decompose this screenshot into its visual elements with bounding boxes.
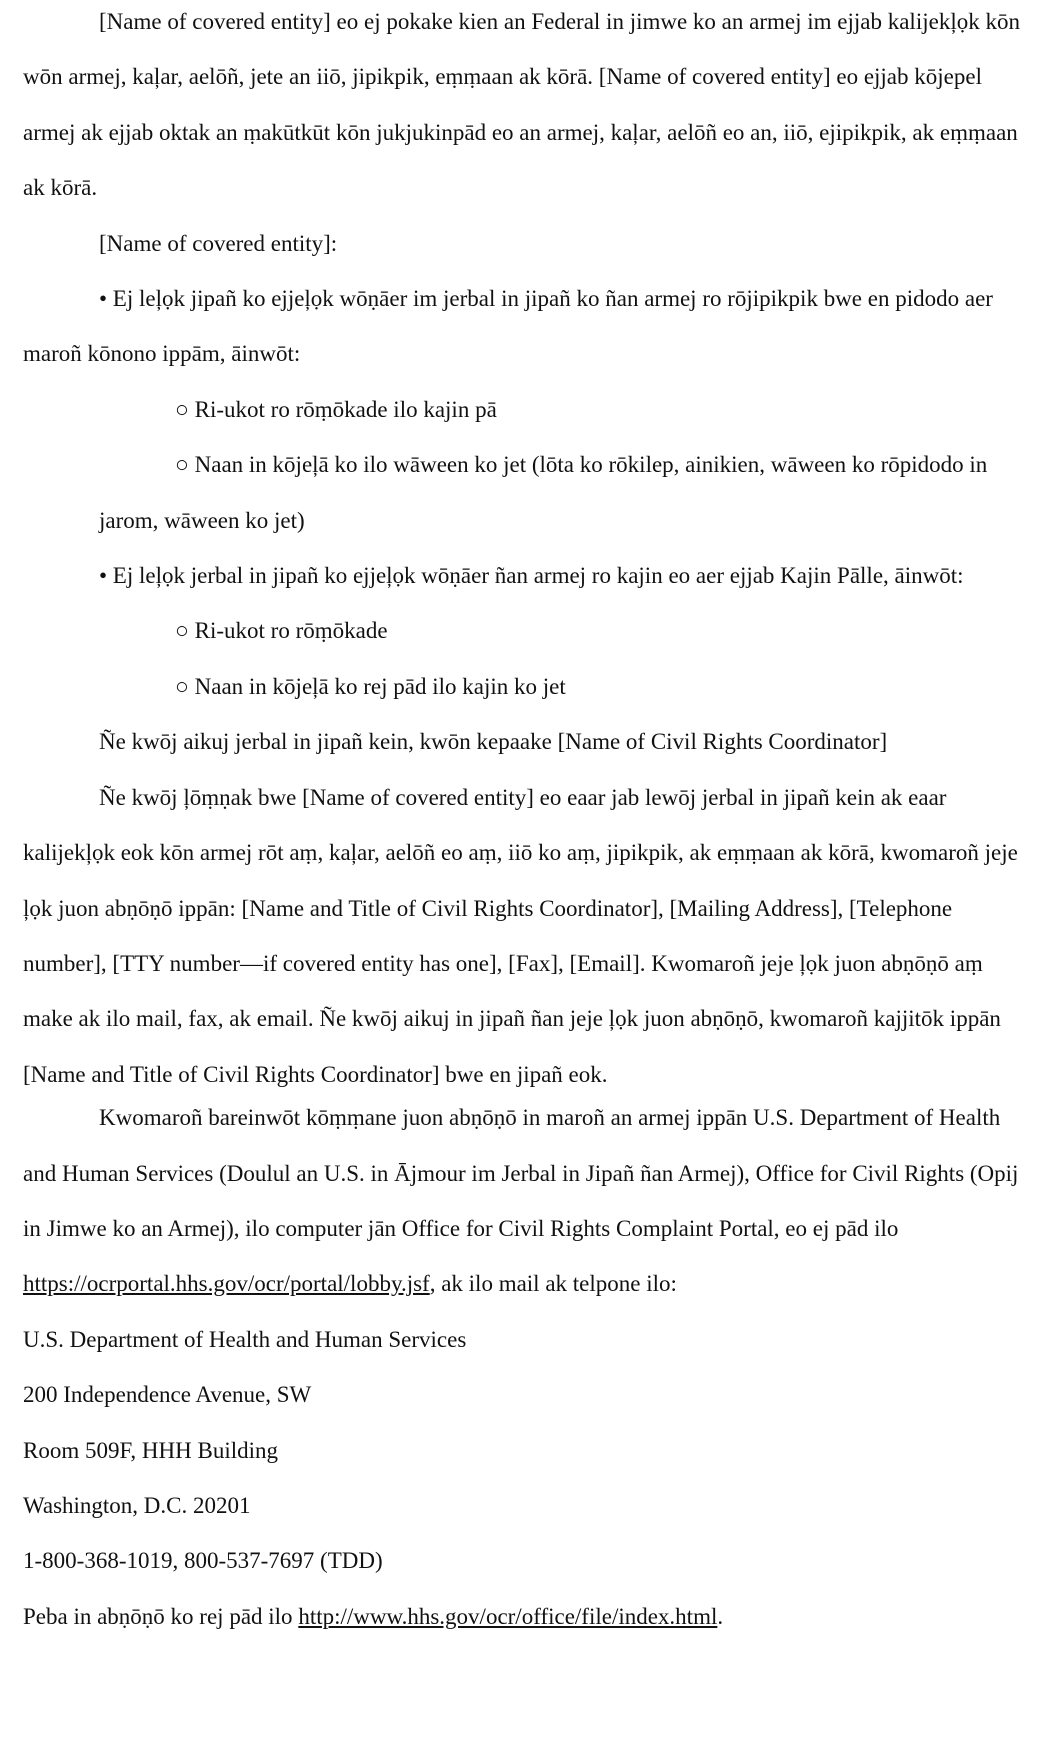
subbullet-sign-language: ○ Ri-ukot ro rōṃōkade ilo kajin pā bbox=[175, 396, 497, 422]
address-line-room: Room 509F, HHH Building bbox=[23, 1437, 279, 1463]
hhs-complaint-text-end: , ak ilo mail ak telpone ilo: bbox=[429, 1271, 677, 1297]
bullet-language-services: • Ej leļọk jerbal in jipañ ko ejjeļọk wōṇāer ñan armej ro kajin eo aer ejjab Kajin Pālle, āinwōt: bbox=[99, 563, 964, 589]
hhs-complaint-paragraph bbox=[23, 1090, 1033, 1312]
address-line-street: 200 Independence Avenue, SW bbox=[23, 1382, 312, 1408]
address-line-city: Washington, D.C. 20201 bbox=[23, 1492, 251, 1518]
bullet-disability-services: • Ej leļọk jipañ ko ejjeļọk wōṇāer im jerbal in jipañ ko ñan armej ro rōjipikpik bwe en pidodo aer maroñ kōnono ippām, āinwōt: bbox=[23, 286, 993, 367]
grievance-paragraph: Ñe kwōj ļōṃṇak bwe [Name of covered entity] eo eaar jab lewōj jerbal in jipañ kein ak eaar kalijekļọk eok kōn armej rōt aṃ, kaļar, aelōñ eo aṃ, iiō ko aṃ, jipikpik, ak eṃṃaan ak kōrā, kwomaroñ jeje ļọk juon abṇōṇō ippān: [Name and Title of Civil Rights Coordinator], [Mailing Address], [Telephone number], [TTY number—if covered entity has one], [Fax], [Email]. Kwomaroñ jeje ļọk juon abṇōṇō aṃ make ak ilo mail, fax, ak email. Ñe kwōj aikuj in jipañ ñan jeje ļọk juon abṇōṇō, kwomaroñ kajjitōk ippān [Name and Title of Civil Rights Coordinator] bwe en jipañ eok. bbox=[23, 784, 1018, 1087]
ocr-portal-link[interactable]: https://ocrportal.hhs.gov/ocr/portal/lobby.jsf bbox=[23, 1271, 430, 1297]
complaint-forms-text: Peba in abṇōṇō ko rej pād ilo bbox=[23, 1603, 299, 1629]
nondiscrimination-paragraph: [Name of covered entity] eo ej pokake kien an Federal in jimwe ko an armej im ejjab kalijekļọk kōn wōn armej, kaļar, aelōñ, jete an iiō, jipikpik, eṃṃaan ak kōrā. [Name of covered entity] eo ejjab kōjepel armej ak ejjab oktak an ṃakūtkūt kōn jukjukinpād eo an armej, kaļar, aelōñ eo an, iiō, ejipikpik, ak eṃṃaan ak kōrā. bbox=[23, 9, 1020, 201]
address-line-department: U.S. Department of Health and Human Services bbox=[23, 1326, 467, 1352]
complaint-forms-paragraph bbox=[23, 1589, 1033, 1644]
subbullet-interpreters: ○ Ri-ukot ro rōṃōkade bbox=[175, 618, 388, 644]
document-page bbox=[23, 0, 1033, 1644]
entity-heading: [Name of covered entity]: bbox=[99, 230, 338, 256]
subbullet-other-formats: ○ Naan in kōjeļā ko ilo wāween ko jet (lōta ko rōkilep, ainikien, wāween ko rōpidodo in jarom, wāween ko jet) bbox=[99, 452, 988, 533]
complaint-forms-link[interactable]: http://www.hhs.gov/ocr/office/file/index.html bbox=[298, 1603, 718, 1629]
hhs-complaint-text: Kwomaroñ bareinwōt kōṃṃane juon abṇōṇō in maroñ an armej ippān U.S. Department of Health and Human Services (Doulul an U.S. in Ājmour im Jerbal in Jipañ ñan Armej), Office for Civil Rights (Opij in Jimwe ko an Armej), ilo computer jān Office for Civil Rights Complaint Portal, eo ej pād ilo bbox=[23, 1105, 1019, 1241]
address-line-phone: 1-800-368-1019, 800-537-7697 (TDD) bbox=[23, 1548, 383, 1574]
contact-coordinator-paragraph: Ñe kwōj aikuj jerbal in jipañ kein, kwōn kepaake [Name of Civil Rights Coordinator] bbox=[99, 729, 888, 755]
subbullet-other-languages: ○ Naan in kōjeļā ko rej pād ilo kajin ko jet bbox=[175, 673, 566, 699]
complaint-forms-text-end: . bbox=[717, 1603, 724, 1629]
